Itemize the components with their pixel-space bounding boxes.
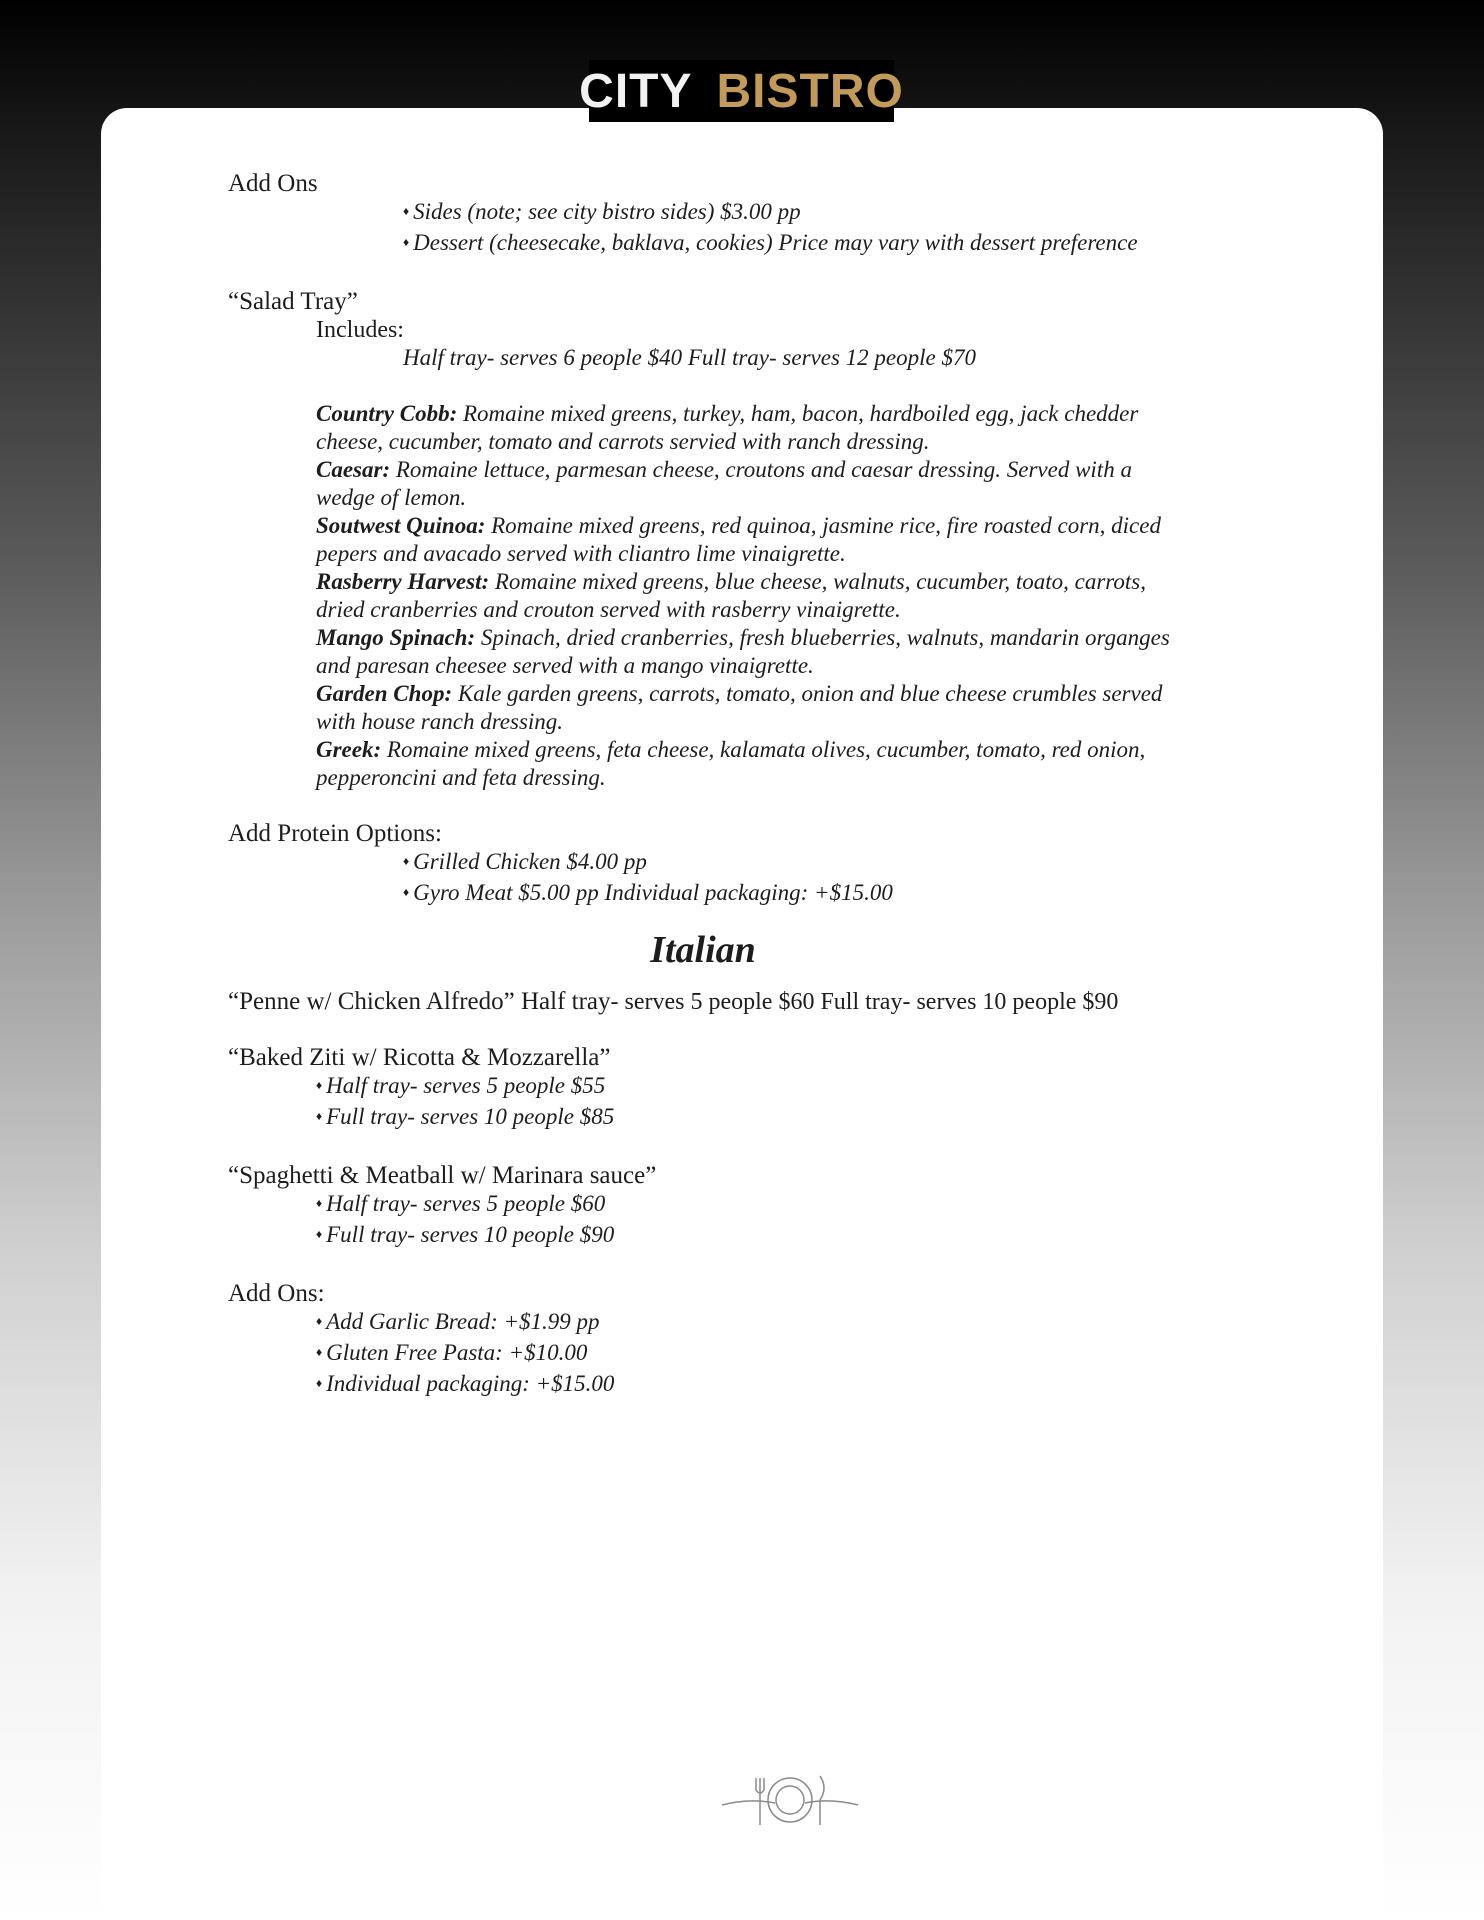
italian-add-on-item: ♦ Individual packaging: +$15.00 bbox=[228, 1370, 1248, 1401]
salad-desc: Romaine lettuce, parmesan cheese, croutons and caesar dressing. Served with a wedge of lemon. bbox=[316, 457, 1132, 510]
salad-item bbox=[316, 512, 1186, 568]
protein-item: ♦ Gyro Meat $5.00 pp Individual packaging: +$15.00 bbox=[228, 879, 1248, 910]
salad-item bbox=[316, 568, 1186, 624]
brand-logo bbox=[579, 60, 904, 122]
salad-desc: Romaine mixed greens, blue cheese, walnuts, cucumber, toato, carrots, dried cranberries and crouton served with rasberry vinaigrette. bbox=[316, 569, 1146, 622]
spaghetti-item: ♦ Half tray- serves 5 people $60 bbox=[228, 1190, 1248, 1221]
salad-name: Caesar: bbox=[316, 457, 391, 482]
salad-tray-heading: “Salad Tray” bbox=[228, 288, 358, 315]
brand-bistro: BISTRO bbox=[716, 64, 904, 118]
salad-list bbox=[228, 400, 1186, 792]
salad-name: Rasberry Harvest: bbox=[316, 569, 490, 594]
salad-name: Mango Spinach: bbox=[316, 625, 476, 650]
spaghetti-heading: “Spaghetti & Meatball w/ Marinara sauce” bbox=[228, 1162, 657, 1189]
salad-item bbox=[316, 680, 1186, 736]
salad-name: Greek: bbox=[316, 737, 382, 762]
italian-add-ons-heading: Add Ons: bbox=[228, 1280, 325, 1307]
salad-name: Garden Chop: bbox=[316, 681, 453, 706]
penne-name: “Penne w/ Chicken Alfredo” Half tray bbox=[228, 988, 611, 1015]
salad-desc: Spinach, dried cranberries, fresh blueberries, walnuts, mandarin organges and paresan cheesee served with a mango vinaigrette. bbox=[316, 625, 1170, 678]
add-ons-heading: Add Ons bbox=[228, 170, 318, 197]
brand-city: CITY bbox=[579, 64, 693, 118]
ziti-item: ♦ Full tray- serves 10 people $85 bbox=[228, 1103, 1248, 1134]
penne-pricing: - serves 5 people $60 Full tray- serves 10 people $90 bbox=[610, 989, 1119, 1015]
salad-desc: Romaine mixed greens, red quinoa, jasmine rice, fire roasted corn, diced pepers and avacado served with cliantro lime vinaigrette. bbox=[316, 513, 1161, 566]
salad-desc: Romaine mixed greens, feta cheese, kalamata olives, cucumber, tomato, red onion, pepperoncini and feta dressing. bbox=[316, 737, 1146, 790]
salad-item bbox=[316, 400, 1186, 456]
add-on-item: ♦ Dessert (cheesecake, baklava, cookies) Price may vary with dessert preference bbox=[228, 229, 1248, 260]
ziti-heading: “Baked Ziti w/ Ricotta & Mozzarella” bbox=[228, 1044, 611, 1071]
add-on-item: ♦ Sides (note; see city bistro sides) $3.00 pp bbox=[228, 198, 1248, 229]
ziti-item: ♦ Half tray- serves 5 people $55 bbox=[228, 1072, 1248, 1103]
italian-add-on-item: ♦ Gluten Free Pasta: +$10.00 bbox=[228, 1339, 1248, 1370]
salad-desc: Kale garden greens, carrots, tomato, onion and blue cheese crumbles served with house ranch dressing. bbox=[316, 681, 1163, 734]
protein-heading: Add Protein Options: bbox=[228, 820, 442, 847]
salad-name: Soutwest Quinoa: bbox=[316, 513, 486, 538]
spaghetti-item: ♦ Full tray- serves 10 people $90 bbox=[228, 1221, 1248, 1252]
italian-add-on-item: ♦ Add Garlic Bread: +$1.99 pp bbox=[228, 1308, 1248, 1339]
plate-fork-knife-icon bbox=[720, 1770, 860, 1830]
protein-item: ♦ Grilled Chicken $4.00 pp bbox=[228, 848, 1248, 879]
salad-item bbox=[316, 736, 1186, 792]
menu-content bbox=[228, 170, 1248, 1401]
salad-item bbox=[316, 624, 1186, 680]
salad-includes-label: Includes: bbox=[316, 317, 404, 343]
salad-item bbox=[316, 456, 1186, 512]
salad-tray-pricing: Half tray- serves 6 people $40 Full tray- serves 12 people $70 bbox=[403, 345, 976, 370]
salad-name: Country Cobb: bbox=[316, 401, 458, 426]
salad-desc: Romaine mixed greens, turkey, ham, bacon, hardboiled egg, jack chedder cheese, cucumber, tomato and carrots servied with ranch dressing. bbox=[316, 401, 1139, 454]
penne-line bbox=[228, 988, 1248, 1016]
italian-section-title: Italian bbox=[650, 929, 756, 971]
